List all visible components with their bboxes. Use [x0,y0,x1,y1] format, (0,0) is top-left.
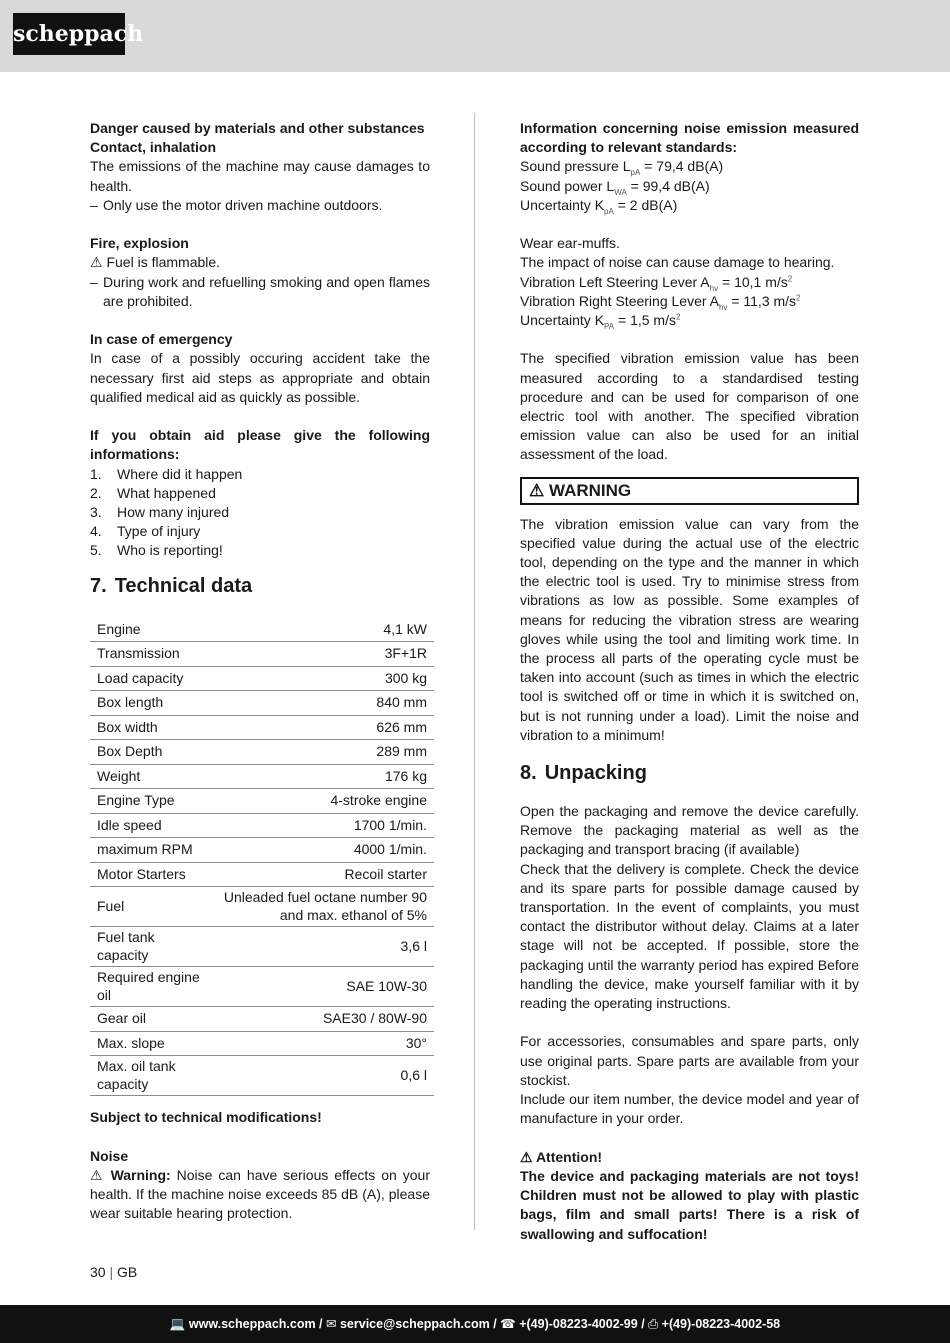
list-item: 3. How many injured [90,504,230,521]
table-row [90,642,434,667]
fire-warning-line [90,253,430,272]
subject-note: Subject to technical modifications! [90,1109,322,1126]
spec-value: 840 mm [216,691,434,716]
warning-triangle-icon: ⚠ [90,254,103,271]
list-item: 4. Type of injury [90,523,201,540]
table-row [90,1007,434,1032]
vibration-left: Vibration Left Steering Lever $A_{hv} = 10,1$ $m/s^2$ [520,273,793,293]
email-icon: ✉ [326,1317,337,1331]
spec-value: Recoil starter [216,862,434,887]
spec-label: Box length [90,691,216,716]
section-heading-technical-data: 7. Technical data [90,574,253,597]
right-column [520,119,859,1244]
table-row [90,887,434,927]
noise-info-title: Information concerning noise emission measured according to relevant standards: [520,120,859,156]
danger-subtitle: Contact, inhalation [90,139,216,156]
computer-icon: 💻 [169,1317,186,1331]
table-row [90,813,434,838]
table-row [90,1056,434,1096]
warning-triangle-icon: ⚠ [90,1166,105,1183]
dash-marker: – [90,196,98,213]
table-row [90,740,434,765]
spec-label: Motor Starters [90,862,216,887]
spec-value: 4-stroke engine [216,789,434,814]
spec-label: Gear oil [90,1007,216,1032]
noise-warning: ⚠ Warning: Noise can have serious effects on your health. If the machine noise exceeds 85 dB (A), please wear suitable hearing protection. [90,1166,430,1222]
spec-label: Engine Type [90,789,216,814]
page-footer: 💻 www.scheppach.com / ✉ service@scheppach.com / ☎ +(49)-08223-4002-99 / ⎙ +(49)-08223-4002-58 [0,1305,950,1343]
warning-triangle-icon: ⚠ [520,1148,533,1165]
vibration-specified-text: The specified vibration emission value has been measured according to a standardised testing procedure and can be used for comparison of one electric tool with another. The specified vibration emission value can also be used for an initial assessment of the load. [520,350,859,463]
vibration-right: Vibration Right Steering Lever $A_{hv} = 11,3$ $m/s^2$ [520,292,801,312]
spec-label: Transmission [90,642,216,667]
page-header [0,0,950,72]
attention-text: The device and packaging materials are not toys! Children must not be allowed to play with plastic bags, film and small parts! There is a risk of swallowing and suffocation! [520,1167,859,1242]
email-link[interactable]: service@scheppach.com [339,1317,490,1331]
table-row [90,789,434,814]
section-heading-unpacking: 8. Unpacking [520,762,647,785]
accessories-text: For accessories, consumables and spare parts, only use original parts. Spare parts are available from your stockist. [520,1033,859,1088]
table-row [90,927,434,967]
dash-text: During work and refuelling smoking and open flames are prohibited. [103,273,430,309]
phone-number: +(49)-08223-4002-99 [519,1317,638,1331]
spec-value: SAE30 / 80W-90 [216,1007,434,1032]
emergency-title: In case of emergency [90,331,233,348]
spec-label: Fuel [90,887,216,927]
spec-value: 4,1 kW [216,618,434,642]
spec-label: Max. slope [90,1031,216,1056]
spec-label: maximum RPM [90,838,216,863]
left-column [90,119,430,1223]
phone-icon: ☎ [500,1317,516,1331]
technical-data-table [90,618,434,1097]
page-number: 30 | GB [90,1264,138,1280]
spec-value: 3,6 l [216,927,434,967]
table-row [90,967,434,1007]
spec-label: Max. oil tank capacity [90,1056,216,1096]
warning-triangle-icon: ⚠ [529,480,545,500]
table-row [90,1031,434,1056]
website-link[interactable]: www.scheppach.com [188,1317,316,1331]
spec-value: 626 mm [216,715,434,740]
danger-title: Danger caused by materials and other substances [90,120,425,136]
spec-value: 3F+1R [216,642,434,667]
table-row [90,764,434,789]
table-row [90,618,434,642]
spec-label: Weight [90,764,216,789]
spec-value: 1700 1/min. [216,813,434,838]
spec-value: 300 kg [216,666,434,691]
spec-value: 176 kg [216,764,434,789]
list-item: 5. Who is reporting! [90,542,223,559]
fire-title: Fire, explosion [90,235,189,252]
spec-value: Unleaded fuel octane number 90 and max. ethanol of 5% [216,887,434,927]
spec-label: Box Depth [90,740,216,765]
warning-text: The vibration emission value can vary from the specified value during the actual use of the electric tool, depending on the type and the manner in which the electric tool is used. Try to minimise stress from vibrations as low as possible. Some examples of means for reducing the vibration stress are wearing gloves while using the tool and limiting work time. In the process all parts of the operating cycle must be taken into account (such as times in which the electric tool is switched off or time in which it is switched on, but is not running under a load). Limit the noise and vibration to a minimum! [520,515,859,743]
table-row [90,666,434,691]
spec-label: Load capacity [90,666,216,691]
sound-pressure: Sound pressure $L_{pA} = 79,4$ dB(A) [520,158,724,178]
spec-value: 30° [216,1031,434,1056]
danger-dash-item [90,196,430,215]
sound-power: Sound power $L_{WA} = 99,4$ dB(A) [520,177,710,197]
uncertainty-sound: Uncertainty $K_{pA} = 2$ dB(A) [520,196,678,216]
unpacking-text-2: Check that the delivery is complete. Check the device and its spare parts for possible damage caused by transportation. In the event of complaints, you must contact the distributor without delay. Claims at a later stage will not be accepted. If possible, store the packaging until the warranty period has expired Before handling the device, make yourself familiar with it by reading the operating instructions. [520,860,859,1012]
table-row [90,715,434,740]
scheppach-logo: scheppach [13,13,125,55]
danger-text: The emissions of the machine may cause damages to health. [90,158,430,194]
warning-box: ⚠ WARNING [520,477,859,505]
aid-title: If you obtain aid please give the following informations: [90,427,430,463]
spec-value: 4000 1/min. [216,838,434,863]
spec-label: Box width [90,715,216,740]
aid-list [90,465,430,561]
item-number-text: Include our item number, the device model and year of manufacture in your order. [520,1091,859,1127]
table-row [90,838,434,863]
noise-title: Noise [90,1147,129,1164]
attention-label: ⚠ Attention! [520,1148,603,1165]
column-divider [474,113,475,1230]
table-row [90,691,434,716]
spec-label: Required engine oil [90,967,216,1007]
uncertainty-vibration: Uncertainty $K_{PA} = 1,5$ $m/s^2$ [520,312,681,331]
spec-label: Engine [90,618,216,642]
fax-icon: ⎙ [648,1317,659,1331]
fire-text: Fuel is flammable. [106,254,221,271]
spec-value: SAE 10W-30 [216,967,434,1007]
spec-value: 0,6 l [216,1056,434,1096]
fire-dash-item [90,273,430,311]
spec-label: Fuel tank capacity [90,927,216,967]
ear-muffs-note: Wear ear-muffs. [520,235,620,252]
fax-number: +(49)-08223-4002-58 [661,1317,781,1331]
dash-marker: – [90,273,98,290]
spec-label: Idle speed [90,813,216,838]
spec-value: 289 mm [216,740,434,765]
list-item: 1. Where did it happen [90,465,243,482]
table-row [90,862,434,887]
hearing-impact-note: The impact of noise can cause damage to hearing. [520,254,835,271]
emergency-text: In case of a possibly occuring accident take the necessary first aid steps as appropriate and obtain qualified medical aid as quickly as possible. [90,350,430,405]
list-item: 2. What happened [90,484,216,501]
dash-text: Only use the motor driven machine outdoors. [103,196,383,213]
unpacking-text-1: Open the packaging and remove the device carefully. Remove the packaging material as well as the packaging and transport bracing (if available) [520,803,859,858]
